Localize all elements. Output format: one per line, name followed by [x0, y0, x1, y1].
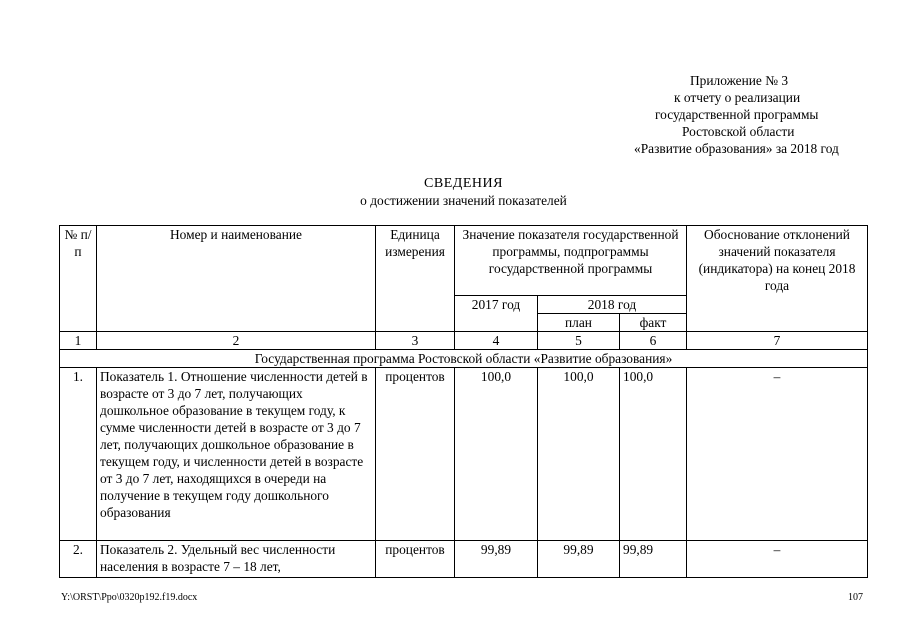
header-fact: факт	[620, 314, 687, 332]
column-number-row	[60, 332, 868, 350]
header-plan: план	[538, 314, 620, 332]
row-value-2017: 100,0	[455, 368, 538, 541]
footer-page-number: 107	[848, 592, 863, 603]
row-num: 2.	[60, 541, 97, 578]
table-row	[60, 368, 868, 541]
appendix-line: к отчету о реализации	[674, 90, 801, 105]
header-name: Номер и наименование	[97, 226, 376, 332]
row-unit: процентов	[376, 541, 455, 578]
footer-file-path: Y:\ORST\Ppo\0320p192.f19.docx	[61, 592, 198, 603]
header-year-2017: 2017 год	[455, 296, 538, 332]
row-justification: –	[687, 541, 868, 578]
row-plan: 100,0	[538, 368, 620, 541]
row-name: Показатель 2. Удельный вес численности населения в возрасте 7 – 18 лет,	[97, 541, 376, 578]
row-value-2017: 99,89	[455, 541, 538, 578]
title-block	[0, 175, 905, 209]
row-unit: процентов	[376, 368, 455, 541]
header-year-2018: 2018 год	[538, 296, 687, 314]
header-justification: Обоснование отклонений значений показателя (индикатора) на конец 2018 года	[687, 226, 868, 332]
table-row	[60, 541, 868, 578]
header-value-group: Значение показателя государственной программы, подпрограммы государственной программы	[455, 226, 687, 296]
row-justification: –	[687, 368, 868, 541]
col-number: 4	[455, 332, 538, 350]
row-fact: 100,0	[620, 368, 687, 541]
header-row	[60, 226, 868, 296]
appendix-line: «Развитие образования» за 2018 год	[634, 141, 839, 156]
appendix-line: государственной программы	[655, 107, 819, 122]
header-unit: Единица измерения	[376, 226, 455, 332]
col-number: 6	[620, 332, 687, 350]
row-name: Показатель 1. Отношение численности детей в возрасте от 3 до 7 лет, получающих дошкольное образование в текущем году, к сумме численности детей в возрасте от 3 до 7 лет, получающих дошкольное образование в текущем году, и численности детей в возрасте от 3 до 7 лет, находящихся в очереди на получение в текущем году дошкольного образования	[97, 368, 376, 541]
indicators-table	[59, 225, 868, 578]
col-number: 1	[60, 332, 97, 350]
row-num: 1.	[60, 368, 97, 541]
document-subtitle: о достижении значений показателей	[360, 193, 567, 208]
row-plan: 99,89	[538, 541, 620, 578]
appendix-header	[540, 72, 905, 157]
section-title: Государственная программа Ростовской области «Развитие образования»	[60, 350, 868, 368]
col-number: 2	[97, 332, 376, 350]
document-title: СВЕДЕНИЯ	[424, 176, 503, 191]
col-number: 3	[376, 332, 455, 350]
row-fact: 99,89	[620, 541, 687, 578]
col-number: 5	[538, 332, 620, 350]
appendix-line: Ростовской области	[682, 124, 795, 139]
col-number: 7	[687, 332, 868, 350]
section-row	[60, 350, 868, 368]
header-num: № п/п	[60, 226, 97, 332]
appendix-line: Приложение № 3	[690, 73, 789, 88]
